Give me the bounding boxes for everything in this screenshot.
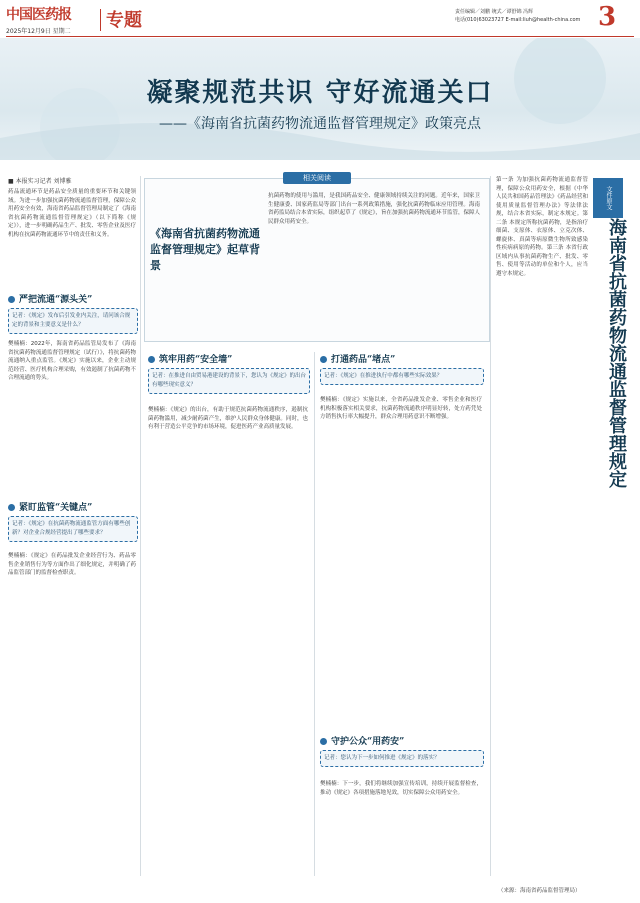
section4-question: 记者：《规定》在推进执行中都有哪些实际效果？ [320,368,484,385]
bullet-icon [8,504,15,511]
regulation-title: 海南省抗菌药物流通监督管理规定 [606,218,627,488]
bullet-icon [8,296,15,303]
newspaper-logo: 中国医药报 [6,7,71,23]
contact-line: 电话(010)63023727 E-mail:liuh@health-china.com [455,17,581,23]
section2-heading: 紧盯监管“关键点” [8,500,92,513]
regulation-text: 第一条 为加强抗菌药物流通监督管理，保障公众用药安全，根据《中华人民共和国药品管理法》《药品经营和使用质量监督管理办法》等法律法规，结合本省实际，制定本规定。第二条 本规定所称抗菌药物，是指治疗细菌、支原体、衣原体、立克次体、螺旋体、真菌等病原微生物所致感染性疾病病原的药物。第三条 本省行政区域内从事抗菌药物生产、批发、零售、使用等活动的单位和个人，应当遵守本规定。 [496,177,588,277]
sub-headline: ——《海南省抗菌药物流通监督管理规定》政策亮点 [159,116,481,132]
section-name: 专题 [106,10,142,31]
header-rule [6,36,634,37]
section3-question: 记者：在推进自由贸易港建设的背景下，您认为《规定》的出台有哪些现实意义？ [148,368,310,394]
original-text-tag: 文件原文 [593,178,623,218]
bullet-icon [320,356,327,363]
related-badge: 相关阅读 [283,172,351,184]
column-divider [314,352,315,876]
section4-body: 樊楠楠：《规定》实施以来，全省药品批发企业、零售企业和医疗机构积极落实相关要求，抗菌药物流通秩序明显好转，处方药凭处方销售执行率大幅提升，群众合理用药意识不断增强。 [320,397,482,420]
related-title: 《海南省抗菌药物流通监督管理规定》起草背景 [150,227,260,272]
section2-body: 樊楠楠：《规定》在药品批发企业经营行为、药品零售企业销售行为等方面作出了细化规定，并明确了药品监管部门的监督检查职责。 [8,553,136,576]
section5-question: 记者：您认为下一步如何推进《规定》的落实？ [320,750,484,767]
section3-heading: 筑牢用药“安全墙” [148,352,232,365]
column-divider [490,176,491,876]
column-divider [140,176,141,876]
bullet-icon [148,356,155,363]
section5-body: 樊楠楠：下一步，我们将继续加强宣传培训，持续开展监督检查，推动《规定》各项措施落地见效，切实保障公众用药安全。 [320,781,482,796]
intro-paragraph: 药品流通环节是药品安全质量的重要环节和关键领域。为进一步加强抗菌药物流通监督管理，保障公众用药安全有效，海南省药品监督管理局制定了《海南省抗菌药物流通监督管理规定》（以下简称《规定》），进一步明确药品生产、批发、零售企业及医疗机构在抗菌药物流通环节中的责任和义务。 [8,189,136,238]
related-body: 抗菌药物的使用与滥用，是我国药品安全、健康领域持续关注的问题。近年来，国家卫生健康委、国家药监局等部门出台一系列政策措施，强化抗菌药物临床应用管理。海南省药监局结合本省实际，组织起草了《规定》，旨在加强抗菌药物流通环节监管，保障人民群众用药安全。 [268,193,480,225]
editor-line: 责任编辑／刘鹏 统式／谭舒锦 冯辉 [455,9,534,15]
page-number: 3 [598,2,617,32]
bullet-icon [320,738,327,745]
header-divider [100,9,101,31]
editor-info [455,8,580,24]
issue-date: 2025年12月9日 星期二 [6,28,71,35]
section1-heading: 严把流通“源头关” [8,292,92,305]
headline: 凝聚规范共识 守好流通关口 [146,78,494,108]
section2-question: 记者：《规定》在抗菌药物流通监管方面有哪些创新？对企业合规经营提出了哪些要求？ [8,516,138,542]
byline: ■ 本报实习记者 刘博雅 [8,178,72,185]
section1-question: 记者：《规定》发布后引发业内关注，请问该合规定的背景和主要意义是什么？ [8,308,138,334]
section3-body: 樊楠楠：《规定》的出台，有助于规范抗菌药物流通秩序，遏制抗菌药物滥用，减少耐药菌产生，维护人民群众身体健康。同时，也有利于营造公平竞争的市场环境，促进医药产业高质量发展。 [148,407,308,430]
source-note: （来源：海南省药品监督管理局） [498,888,581,894]
section5-heading: 守护公众“用药安” [320,734,404,747]
section1-body: 樊楠楠：2022年，海南省药品监管局发布了《海南省抗菌药物流通监督管理规定（试行）》，将抗菌药物流通纳入重点监管。《规定》实施以来，企业主动规范经营、医疗机构合理采购，有效遏制了抗菌药物不合理流通的势头。 [8,341,136,381]
section4-heading: 打通药品“堵点” [320,352,395,365]
